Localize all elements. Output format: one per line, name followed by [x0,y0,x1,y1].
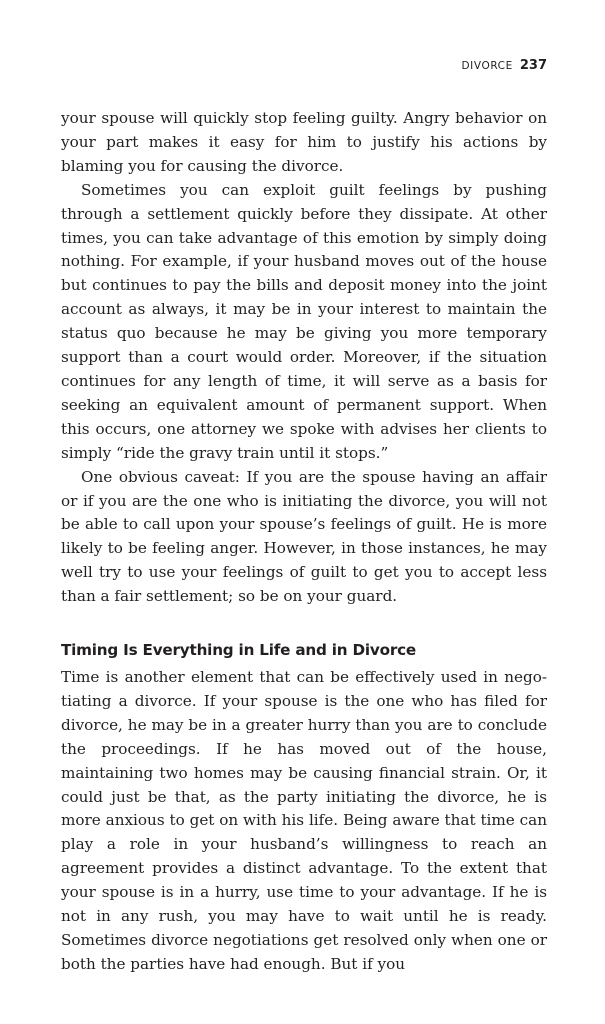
paragraph-guilt-exploit: Sometimes you can exploit guilt feelings by pushing through a settlement quickly before they dissipate. At other times, you can take advantage of this emotion by simply doing nothing. For example, if your husband moves out of the house but continues to pay the bills and deposit money into the joint account as always, it may be in your interest to maintain the status quo because he may be giving you more temporary support than a court would order. Moreover, if the situation continues for any length of time, it will serve as a basis for seeking an equivalent amount of permanent support. When this occurs, one attorney we spoke with advises her clients to simply “ride the gravy train until it stops.” [61,180,547,462]
body-text [61,107,547,977]
paragraph-caveat: One obvious caveat: If you are the spouse having an affair or if you are the one who is initiating the divorce, you will not be able to call upon your spouse’s feelings of guilt. He is more likely to be feeling anger. However, in those instances, he may well try to use your feelings of guilt to get you to accept less than a fair settlement; so be on your guard. [61,467,547,606]
running-head-section: DIVORCE [461,60,513,72]
page-number: 237 [519,58,547,73]
section-heading: Timing Is Everything in Life and in Divorce [61,641,417,660]
paragraph-timing: Time is another element that can be effectively used in negotiating a divorce. If your spouse is the one who has filed for divorce, he may be in a greater hurry than you are to conclude the proceedings. If he has moved out of the house, maintaining two homes may be causing financial strain. Or, it could just be that, as the party initiating the divorce, he is more anxious to get on with his life. Being aware that time can play a role in your husband’s willingness to reach an agreement provides a distinct advantage. To the extent that your spouse is in a hurry, use time to your advantage. If he is not in any rush, you may have to wait until he is ready. Sometimes divorce negotiations get resolved only when one or both the parties have had enough. But if you [61,668,547,973]
paragraph-continued: your spouse will quickly stop feeling guilty. Angry behavior on your part makes it easy for him to justify his actions by blaming you for causing the divorce. [61,109,547,175]
running-head [461,56,547,74]
